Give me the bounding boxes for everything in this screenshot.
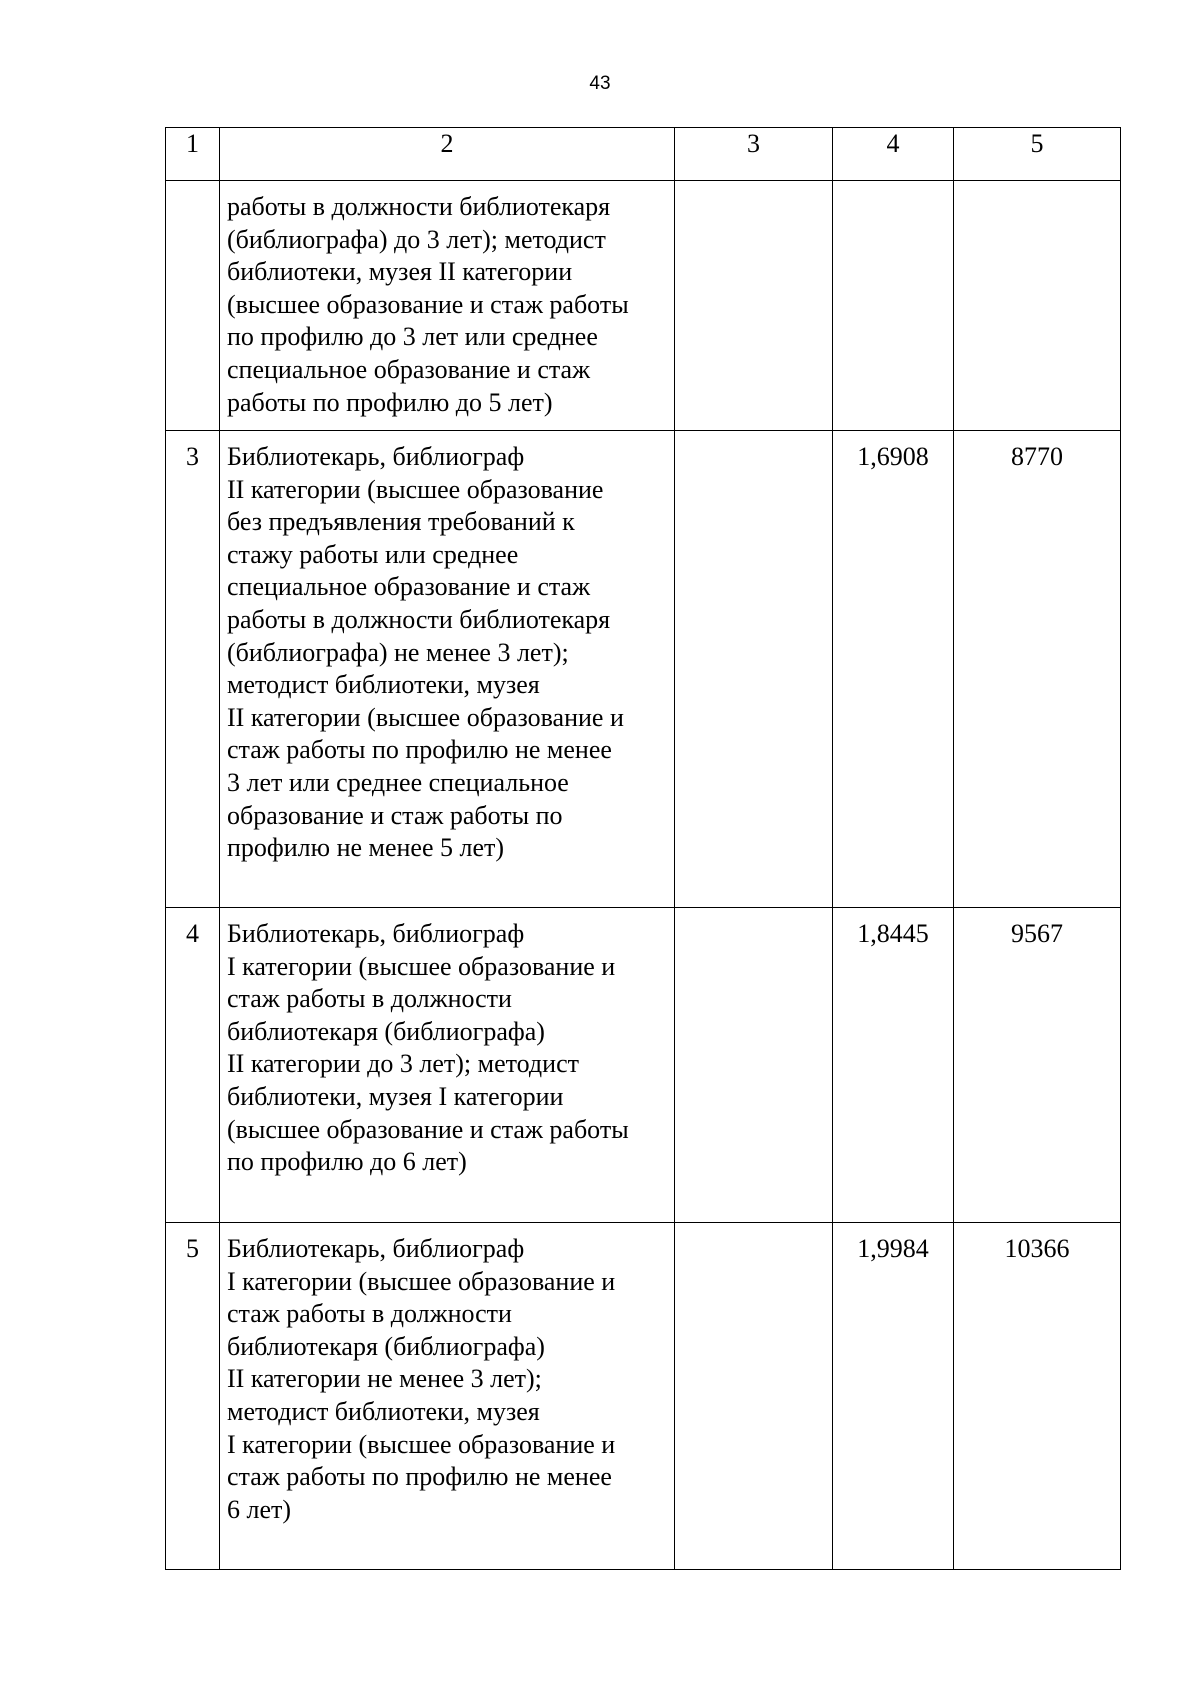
description-line: стаж работы по профилю не менее <box>227 1462 612 1492</box>
column-header-5: 5 <box>954 128 1121 181</box>
description-line: методист библиотеки, музея <box>227 1396 540 1426</box>
coefficient-cell: 1,9984 <box>833 1223 954 1570</box>
column-header-3: 3 <box>675 128 833 181</box>
row-number-cell: 5 <box>166 1223 220 1570</box>
description-line: библиотекаря (библиографа) <box>227 1016 545 1046</box>
column-3-cell <box>675 1223 833 1570</box>
description-line: Библиотекарь, библиограф <box>227 1234 525 1263</box>
description-line: работы в должности библиотекаря <box>227 604 611 634</box>
description-line: по профилю до 3 лет или среднее <box>227 322 598 352</box>
table-row <box>166 1223 1121 1570</box>
salary-amount-cell <box>954 181 1121 431</box>
description-line: (высшее образование и стаж работы <box>227 1114 629 1144</box>
description-line: (высшее образование и стаж работы <box>227 289 629 319</box>
row-number-cell: 3 <box>166 431 220 908</box>
description-line: библиотекаря (библиографа) <box>227 1331 545 1361</box>
description-line: специальное образование и стаж <box>227 572 591 602</box>
column-3-cell <box>675 431 833 908</box>
table-row <box>166 908 1121 1223</box>
column-3-cell <box>675 908 833 1223</box>
description-line: библиотеки, музея I категории <box>227 1081 564 1111</box>
description-line: II категории до 3 лет); методист <box>227 1049 579 1079</box>
description-line: профилю не менее 5 лет) <box>227 833 505 863</box>
salary-amount-cell: 9567 <box>954 908 1121 1223</box>
description-line: образование и стаж работы по <box>227 800 563 830</box>
description-line: без предъявления требований к <box>227 507 575 537</box>
salary-amount-cell: 8770 <box>954 431 1121 908</box>
position-description-cell <box>220 908 675 1223</box>
description-line: 6 лет) <box>227 1494 292 1524</box>
description-line: специальное образование и стаж <box>227 354 591 384</box>
column-header-2: 2 <box>220 128 675 181</box>
description-line: Библиотекарь, библиограф <box>227 442 525 471</box>
description-line: I категории (высшее образование и <box>227 1266 616 1296</box>
position-description-cell <box>220 1223 675 1570</box>
row-number-cell <box>166 181 220 431</box>
position-description-cell <box>220 431 675 908</box>
description-line: работы в должности библиотекаря <box>227 192 611 221</box>
position-description-cell <box>220 181 675 431</box>
description-line: II категории (высшее образование и <box>227 702 624 732</box>
description-line: работы по профилю до 5 лет) <box>227 387 553 417</box>
salary-table <box>165 127 1121 1570</box>
description-line: (библиографа) не менее 3 лет); <box>227 637 569 667</box>
salary-amount-cell: 10366 <box>954 1223 1121 1570</box>
table-body <box>166 128 1121 1570</box>
description-line: стаж работы в должности <box>227 984 512 1014</box>
description-line: I категории (высшее образование и <box>227 1429 616 1459</box>
column-3-cell <box>675 181 833 431</box>
description-line: стаж работы в должности <box>227 1299 512 1329</box>
description-line: стаж работы по профилю не менее <box>227 735 612 765</box>
table-row <box>166 181 1121 431</box>
coefficient-cell: 1,8445 <box>833 908 954 1223</box>
page-number: 43 <box>589 73 611 94</box>
description-line: библиотеки, музея II категории <box>227 257 573 287</box>
description-line: методист библиотеки, музея <box>227 670 540 700</box>
coefficient-cell: 1,6908 <box>833 431 954 908</box>
description-line: (библиографа) до 3 лет); методист <box>227 224 606 254</box>
column-header-1: 1 <box>166 128 220 181</box>
description-line: стажу работы или среднее <box>227 539 519 569</box>
column-header-4: 4 <box>833 128 954 181</box>
table-row <box>166 431 1121 908</box>
description-line: I категории (высшее образование и <box>227 951 616 981</box>
table-header-row <box>166 128 1121 181</box>
description-line: Библиотекарь, библиограф <box>227 919 525 948</box>
description-line: II категории (высшее образование <box>227 474 604 504</box>
row-number-cell: 4 <box>166 908 220 1223</box>
description-line: по профилю до 6 лет) <box>227 1147 467 1177</box>
description-line: 3 лет или среднее специальное <box>227 767 569 797</box>
description-line: II категории не менее 3 лет); <box>227 1364 542 1394</box>
coefficient-cell <box>833 181 954 431</box>
